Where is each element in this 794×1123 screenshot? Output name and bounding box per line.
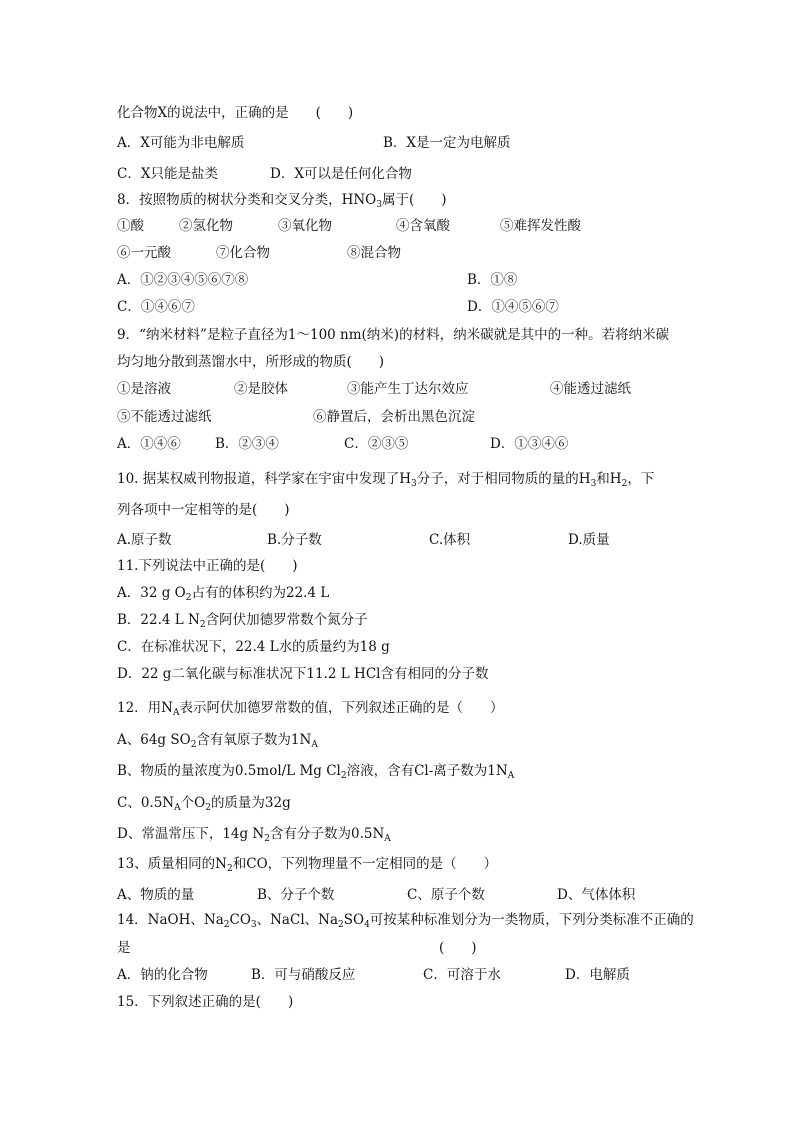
q9-option-d: D．①③④⑥: [490, 436, 569, 452]
q9-item: ⑥静置后，会析出黑色沉淀: [313, 409, 475, 425]
q8-item: ⑥一元酸: [117, 245, 171, 261]
q14-option-d: D．电解质: [565, 967, 630, 983]
q10-stem-line1: 10. 据某权威刊物报道，科学家在宇宙中发现了$H_3$分子，对于相同物质的量的$H_3$和$H_2$，下: [117, 471, 655, 489]
q11-option-b: B．22.4 L $N_2$含阿伏加德罗常数个氮分子: [117, 612, 368, 630]
q15-stem: 15．下列叙述正确的是( ): [117, 994, 294, 1010]
q9-option-b: B．②③④: [215, 436, 279, 452]
q14-stem-tail: 是: [117, 940, 131, 956]
q8-option-a: A．①②③④⑤⑥⑦⑧: [117, 272, 249, 288]
q10-option-a: A.原子数: [117, 532, 172, 548]
q8-item: ⑦化合物: [216, 245, 270, 261]
q9-item: ④能透过滤纸: [550, 381, 631, 397]
q7-option-b: B．X是一定为电解质: [383, 135, 511, 151]
q9-stem-line1: 9．“纳米材料”是粒子直径为1～100 nm(纳米)的材料，纳米碳就是其中的一种。若将纳米碳: [117, 327, 670, 343]
q7-option-d: D．X可以是任何化合物: [270, 166, 412, 182]
q13-option-c: C、原子个数: [407, 887, 485, 903]
q8-option-c: C．①④⑥⑦: [117, 299, 195, 315]
q12-option-d: D、常温常压下，14g $N_2$含有分子数为$0.5N_A$: [117, 826, 391, 844]
q11-option-a: A．32 g $O_2$占有的体积约为22.4 L: [117, 585, 330, 603]
q11-option-c: C．在标准状况下，22.4 L水的质量约为18 g: [117, 639, 390, 655]
q14-answer-paren: ( ): [439, 940, 477, 956]
q9-item: ①是溶液: [117, 381, 171, 397]
q11-stem: 11.下列说法中正确的是( ): [117, 558, 298, 574]
q8-option-b: B．①⑧: [467, 272, 518, 288]
q12-stem: 12．用$N_A$表示阿伏加德罗常数的值，下列叙述正确的是（ ）: [117, 700, 504, 718]
q7-option-a: A．X可能为非电解质: [117, 135, 245, 151]
q14-option-b: B．可与硝酸反应: [251, 967, 356, 983]
q11-option-d: D．22 g二氧化碳与标准状况下11.2 L HCl含有相同的分子数: [117, 666, 489, 682]
q10-option-b: B.分子数: [267, 532, 322, 548]
q8-item: ①酸: [117, 218, 144, 234]
q13-stem: 13、质量相同的$N_2$和CO，下列物理量不一定相同的是（ ）: [117, 856, 498, 874]
q14-option-c: C．可溶于水: [423, 967, 501, 983]
q10-option-c: C.体积: [429, 532, 471, 548]
q13-option-d: D、气体体积: [557, 887, 636, 903]
q13-option-b: B、分子个数: [257, 887, 335, 903]
q12-option-a: A、64g $SO_2$含有氧原子数为$1N_A$: [117, 732, 318, 750]
q14-option-a: A．钠的化合物: [117, 967, 208, 983]
q9-stem-line2: 均匀地分散到蒸馏水中，所形成的物质( ): [117, 354, 385, 370]
q7-stem: 化合物X的说法中，正确的是 ( ): [117, 105, 354, 121]
q9-item: ⑤不能透过滤纸: [117, 409, 212, 425]
q8-item: ②氢化物: [179, 218, 233, 234]
q9-item: ③能产生丁达尔效应: [347, 381, 469, 397]
q8-item: ④含氧酸: [396, 218, 450, 234]
q9-item: ②是胶体: [234, 381, 288, 397]
q8-item: ⑧混合物: [347, 245, 401, 261]
q8-item: ③氧化物: [278, 218, 332, 234]
q12-option-c: C、$0.5N_A$个$O_2$的质量为32g: [117, 795, 291, 813]
q10-stem-line2: 列各项中一定相等的是( ): [117, 502, 290, 518]
q8-option-d: D．①④⑤⑥⑦: [467, 299, 559, 315]
q9-option-c: C．②③⑤: [344, 436, 409, 452]
q8-stem: 8．按照物质的树状分类和交叉分类，$HNO_3$属于( ): [117, 192, 447, 210]
q14-stem-line1: 14．NaOH、$Na_2CO_3$、NaCl、$Na_2SO_4$可按某种标准划分为一类物质，下列分类标准不正确的: [117, 912, 694, 930]
q7-option-c: C．X只能是盐类: [117, 166, 218, 182]
q10-option-d: D.质量: [568, 532, 610, 548]
q13-option-a: A、物质的量: [117, 887, 195, 903]
q9-option-a: A．①④⑥: [117, 436, 181, 452]
q8-item: ⑤难挥发性酸: [500, 218, 581, 234]
q12-option-b: B、物质的量浓度为0.5mol/L Mg $Cl_2$溶液，含有Cl-离子数为$1N_A$: [117, 763, 515, 781]
